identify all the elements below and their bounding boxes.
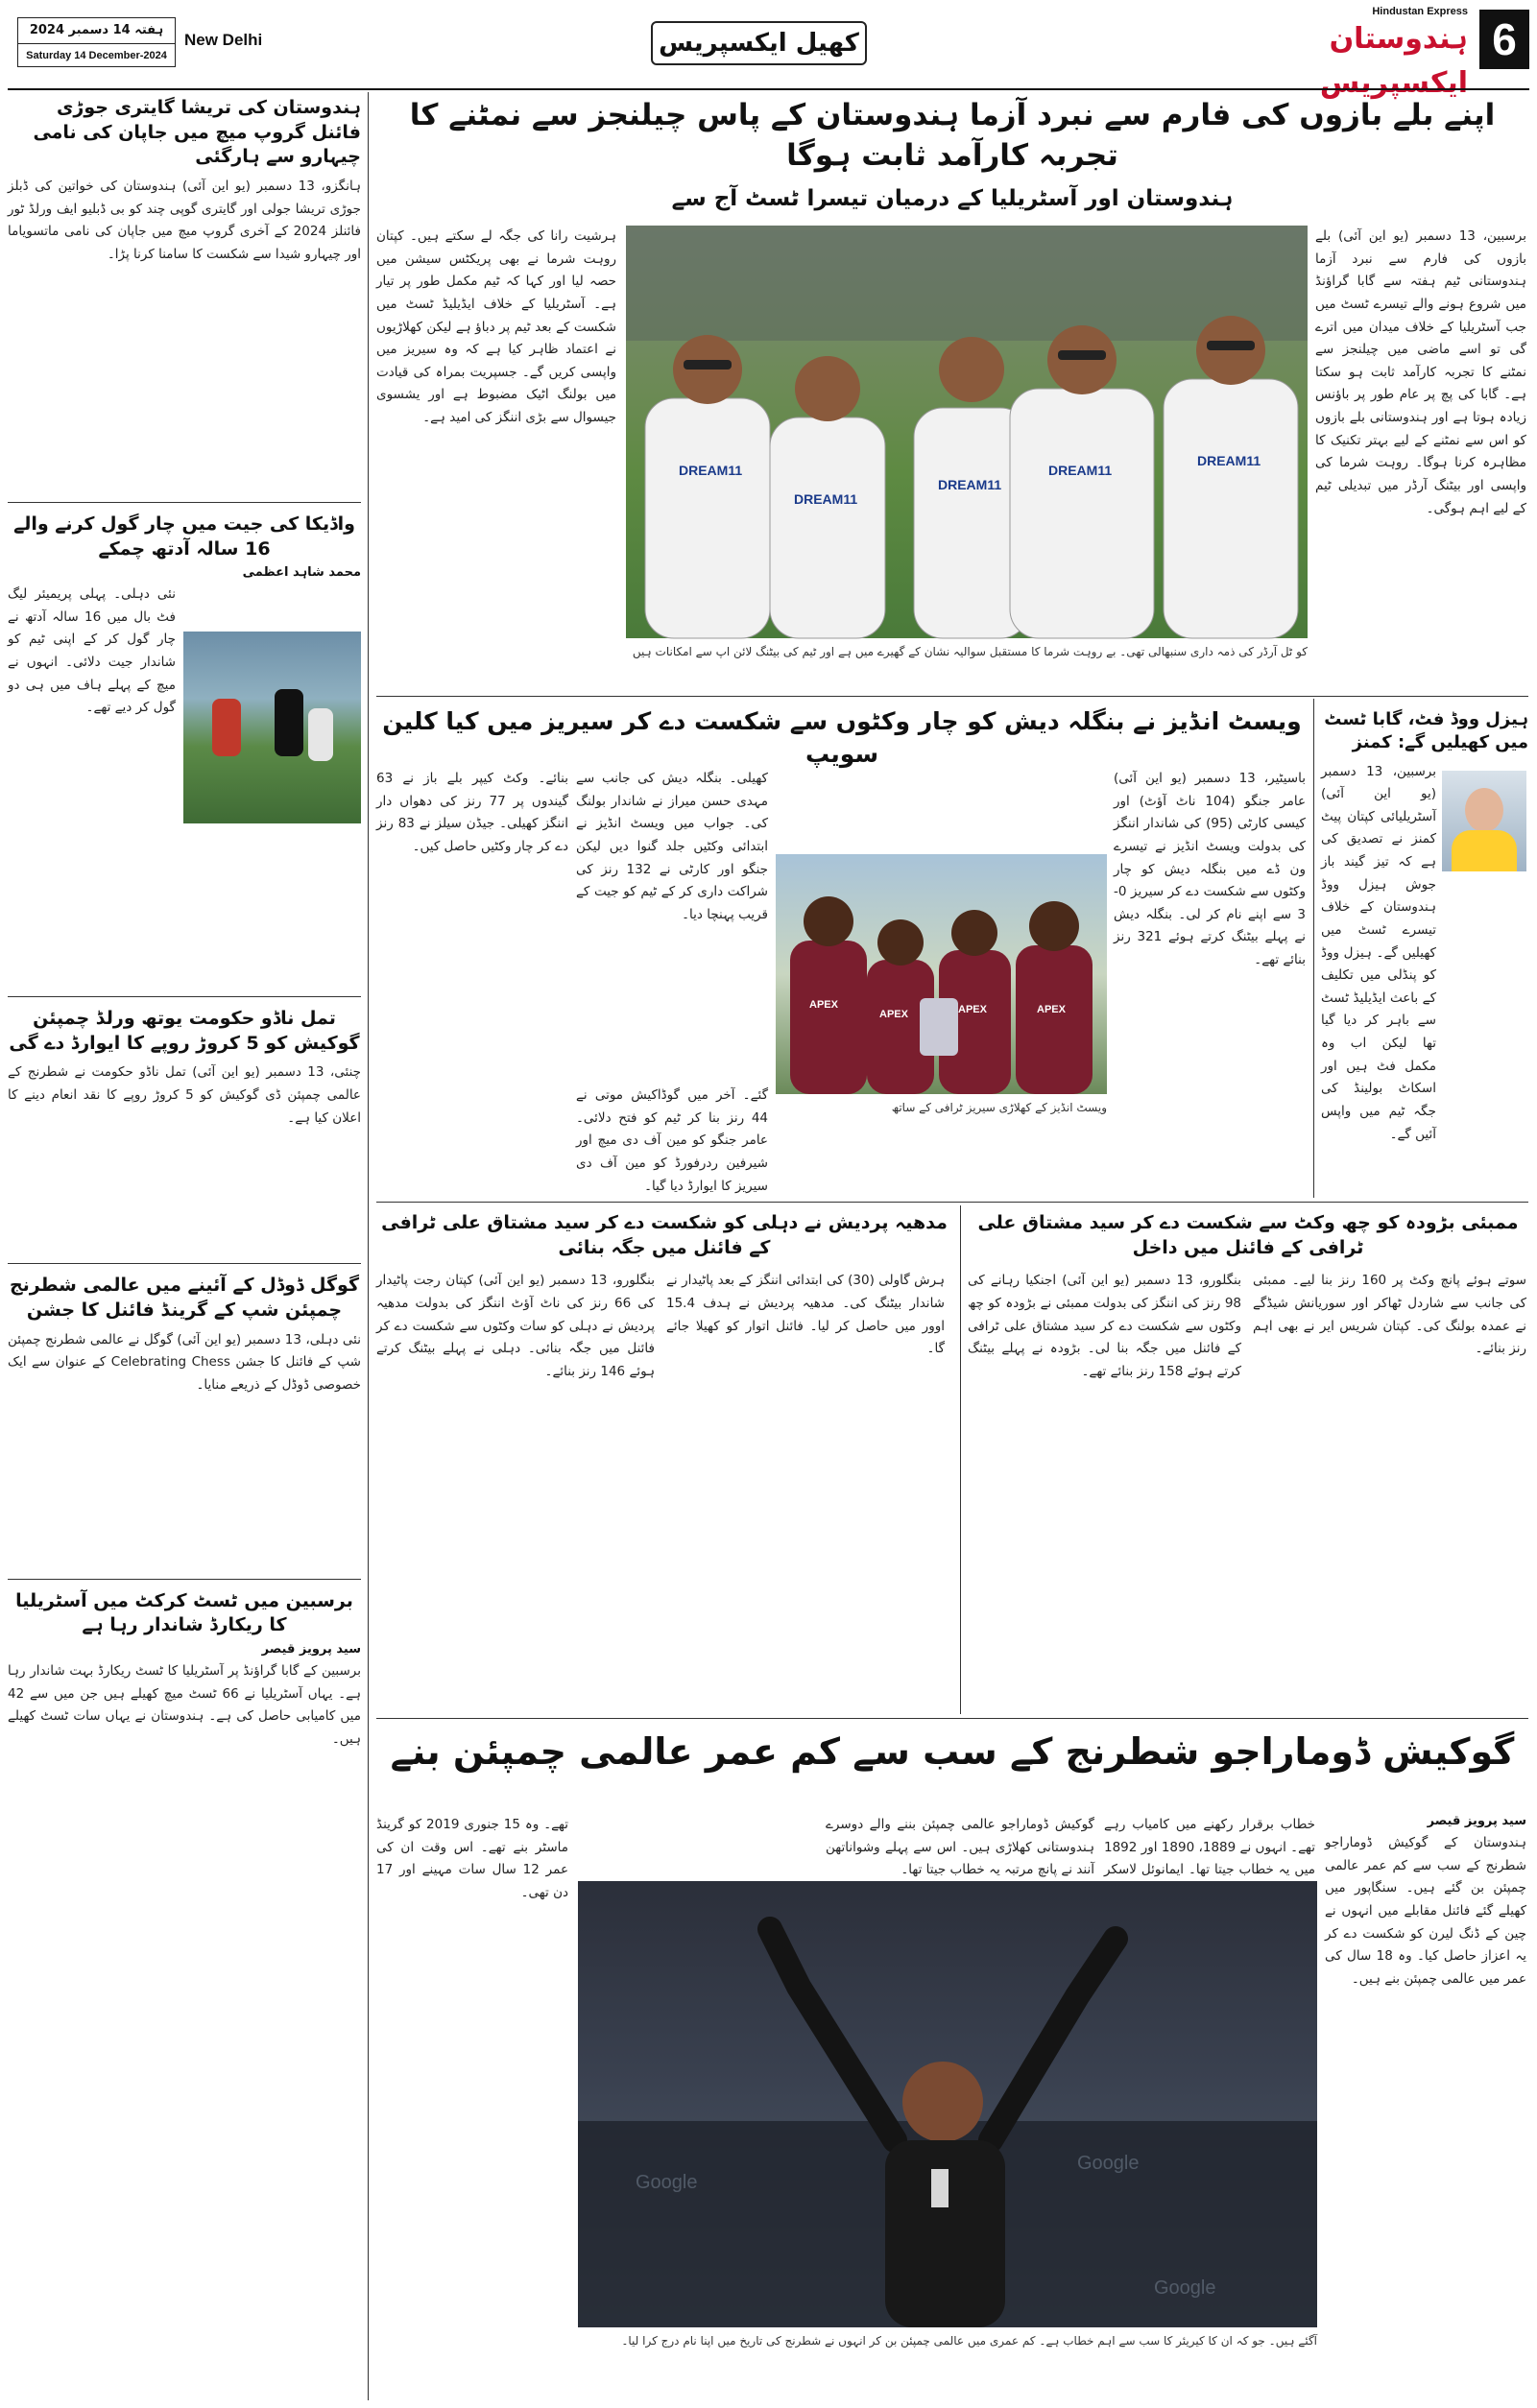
westindies-headline: ویسٹ انڈیز نے بنگلہ دیش کو چار وکٹوں سے شکست دے کر سیریز میں کیا کلین سویپ xyxy=(382,707,1302,768)
players-illustration xyxy=(626,226,1308,638)
google-headline: گوگل ڈوڈل کے آئینے میں عالمی شطرنج چمپئن شپ کے گرینڈ فائنل کا جشن xyxy=(9,1275,359,1322)
gukesh-photo xyxy=(578,1881,1317,2327)
westindies-col4: گئے۔ آخر میں گوڈاکیش موتی نے 44 رنز بنا کر ٹیم کو فتح دلائی۔ عامر جنگو کو مین آف دی میچ اور شیرفین ردرفورڈ کو مین آف دی سیریز کا ایوارڈ دیا گیا۔ xyxy=(576,1087,768,1194)
japan-headline: ہندوستان کی تریشا گایتری جوڑی فائنل گروپ میچ میں جاپان کی نامی چیہارو سے ہارگئی xyxy=(33,97,361,168)
lead-subhead: ہندوستان اور آسٹریلیا کے درمیان تیسرا ٹسٹ آج سے xyxy=(671,185,1234,211)
date-en: Saturday 14 December-2024 xyxy=(26,50,167,61)
cummins-body: برسبین، 13 دسمبر (یو این آئی) آسٹریلیائی کپتان پیٹ کمنز نے تصدیق کی ہے کہ تیز گیند باز جوش ہیزل ووڈ ہندوستان کے خلاف تیسرے ٹسٹ میں کھیلیں گے۔ ہیزل ووڈ کو پنڈلی میں تکلیف کے باعث ایڈیلیڈ ٹسٹ سے باہر کر دیا گیا تھا لیکن اب وہ مکمل فٹ ہیں اور اسکاٹ بولینڈ کی جگہ ٹیم میں واپس آئیں گے۔ xyxy=(1321,763,1436,1142)
gukesh-col3: گوکیش ڈوماراجو عالمی چمپئن بننے والے دوسرے ہندوستانی کھلاڑی ہیں۔ اس سے پہلے وشواناتھن آنند نے پانچ مرتبہ یہ خطاب جیتا تھا۔ xyxy=(826,1817,1094,1878)
svg-text:DREAM11: DREAM11 xyxy=(794,491,858,507)
mp-story xyxy=(376,1211,952,1710)
lead-headline: اپنے بلے بازوں کی فارم سے نبرد آزما ہندوستان کے پاس چیلنجز سے نمٹنے کا تجربہ کارآمد ثابت ہوگا xyxy=(409,98,1496,173)
cummins-box xyxy=(1321,708,1528,1198)
team-india-photo xyxy=(626,226,1308,638)
gukesh-byline: سید پرویز قیصر xyxy=(1427,1814,1526,1828)
svg-text:APEX: APEX xyxy=(958,1004,987,1015)
brand-ur: ہندوستان ایکسپریس xyxy=(1319,22,1468,100)
brand-logo xyxy=(1276,6,1468,100)
football-photo xyxy=(183,632,361,823)
city: New Delhi xyxy=(184,31,263,49)
tn-body: چنئی، 13 دسمبر (یو این آئی) تمل ناڈو حکومت نے شطرنج کے عالمی چمپئن ڈی گوکیش کو 5 کروڑ روپے کا نقد انعام دینے کا اعلان کیا ہے۔ xyxy=(8,1064,361,1126)
svg-text:APEX: APEX xyxy=(809,999,838,1011)
mp-col2: ہرش گاولی (30) کی ابتدائی اننگز کے بعد پاٹیدار نے شاندار بیٹنگ کی۔ مدھیہ پردیش نے ہدف 15.4 اوور میں حاصل کر لیا۔ فائنل اتوار کو کھیلا جائے گا۔ xyxy=(666,1273,945,1357)
gukesh-col1: ہندوستان کے گوکیش ڈوماراجو شطرنج کے سب سے کم عمر عالمی چمپئن بن گئے ہیں۔ سنگاپور میں کھیلے گئے فائنل مقابلے میں انہوں نے چین کے ڈنگ لیرن کو شکست دے کر یہ اعزاز حاصل کیا۔ وہ 18 سال کی عمر میں عالمی چمپئن بنے ہیں۔ xyxy=(1325,1835,1526,1987)
cummins-headline: ہیزل ووڈ فٹ، گابا ٹسٹ میں کھیلیں گے: کمنز xyxy=(1324,709,1528,753)
brand-en: Hindustan Express xyxy=(1372,6,1468,17)
left-column xyxy=(8,96,361,2399)
mumbai-col2: سوتے ہوئے پانچ وکٹ پر 160 رنز بنا لیے۔ ممبئی کی جانب سے شاردل ٹھاکر اور سوریانش شیڈگے نے عمدہ بولنگ کی۔ کپتان شریس ایر نے بھی اہم رنز بنائے۔ xyxy=(1253,1273,1526,1357)
japan-body: ہانگزو، 13 دسمبر (یو این آئی) ہندوستان کی خواتین کی ڈبلز جوڑی تریشا جولی اور گایتری گوپی چند کو بی ڈبلیو ایف ورلڈ ٹور فائنلز 2024 کے آخری گروپ میچ میں جاپان کی نامی ماتسویاما اور چیہارو شیدا سے شکست کا سامنا کرنا پڑا۔ xyxy=(8,178,362,262)
svg-text:APEX: APEX xyxy=(879,1009,908,1020)
svg-text:DREAM11: DREAM11 xyxy=(938,477,1002,492)
westindies-col1: باسیٹیر، 13 دسمبر (یو این آئی) عامر جنگو (104 ناٹ آؤٹ) اور کیسی کارٹی (95) کی شاندار اننگز کی بدولت ویسٹ انڈیز نے تیسرے ون ڈے میں بنگلہ دیش کو چار وکٹوں سے شکست دے کر سیریز 0-3 سے اپنے نام کر لی۔ بنگلہ دیش نے پہلے بیٹنگ کرتے ہوئے 321 رنز بنائے تھے۔ xyxy=(1114,771,1307,967)
brisbane-headline: برسبین میں ٹسٹ کرکٹ میں آسٹریلیا کا ریکارڈ شاندار رہا ہے xyxy=(15,1589,353,1636)
mumbai-headline: ممبئی بڑودہ کو چھ وکٹ سے شکست دے کر سید مشتاق علی ٹرافی کے فائنل میں داخل xyxy=(977,1212,1519,1258)
gukesh-photo-caption: آگئے ہیں۔ جو کہ ان کا کیریئر کا سب سے اہم خطاب ہے۔ کم عمری میں عالمی چمپئن بن کر انہوں نے شطرنج کی تاریخ میں اپنا نام درج کرا لیا۔ xyxy=(621,2334,1317,2348)
date-ur: ہفتہ 14 دسمبر 2024 xyxy=(18,18,175,44)
svg-text:Google: Google xyxy=(1077,2153,1140,2174)
gukesh-col2: خطاب برقرار رکھنے میں کامیاب رہے تھے۔ انہوں نے 1889، 1890 اور 1892 میں یہ خطاب جیتا تھا۔ ایمانوئل لاسکر xyxy=(1104,1817,1315,1878)
westindies-photo-caption: ویسٹ انڈیز کے کھلاڑی سیریز ٹرافی کے ساتھ xyxy=(891,1101,1107,1114)
westindies-col3: بنائے۔ وکٹ کیپر بلے باز نے 63 گیندوں پر 77 رنز کی دھواں دار اننگز کھیلی۔ جیڈن سیلز نے 83 رنز دے کر چار وکٹیں حاصل کیں۔ xyxy=(376,771,569,854)
gukesh-col4: تھے۔ وہ 15 جنوری 2019 کو گرینڈ ماسٹر بنے تھے۔ اس وقت ان کی عمر 12 سال سات مہینے اور 17 دن تھی۔ xyxy=(376,1817,568,1900)
westindies-players xyxy=(776,854,1107,1094)
lead-col2: ہرشیت رانا کی جگہ لے سکتے ہیں۔ کپتان روہت شرما نے بھی پریکٹس سیشن میں حصہ لیا اور کہا کہ ٹیم مکمل طور پر تیار ہے۔ آسٹریلیا کے خلاف ایڈیلیڈ ٹسٹ میں شکست کے بعد ٹیم پر دباؤ ہے لیکن کھلاڑیوں نے اعتماد ظاہر کیا ہے کہ وہ سیریز میں واپسی کریں گے۔ جسپریت بمراہ کی قیادت میں بولنگ اٹیک مضبوط ہے اور یشسوی جیسوال سے بڑی اننگز کی امید ہے۔ xyxy=(376,228,616,425)
masthead xyxy=(0,0,1537,100)
tn-headline: تمل ناڈو حکومت یوتھ ورلڈ چمپئن گوکیش کو 5 کروڑ روپے کا ایوارڈ دے گی xyxy=(9,1008,360,1054)
gukesh-col1-wrap xyxy=(1325,1814,1526,2399)
svg-text:DREAM11: DREAM11 xyxy=(1048,463,1113,478)
odisha-byline: محمد شاہد اعظمی xyxy=(242,565,361,581)
mumbai-col1: بنگلورو، 13 دسمبر (یو این آئی) اجنکیا رہانے کی 98 رنز کی اننگز کی بدولت ممبئی نے بڑودہ کو چھ وکٹوں سے شکست دے کر سید مشتاق علی ٹرافی کے فائنل میں جگہ بنا لی۔ بڑودہ نے پہلے بیٹنگ کرتے ہوئے 158 رنز بنائے تھے۔ xyxy=(968,1273,1242,1379)
brisbane-byline: سید پرویز قیصر xyxy=(261,1642,361,1657)
svg-text:DREAM11: DREAM11 xyxy=(1197,453,1261,468)
lead-photo-caption: کو ٹل آرڈر کی ذمہ داری سنبھالی تھی۔ بے روہت شرما کا مستقبل سوالیہ نشان کے گھیرے میں ہے اور ٹیم کی بیٹنگ لائن اپ سے امکانات ہیں xyxy=(632,645,1308,658)
odisha-headline: واڈیکا کی جیت میں چار گول کرنے والے 16 سالہ آدتھ چمکے xyxy=(13,513,355,560)
lead-col1: برسبین، 13 دسمبر (یو این آئی) بلے بازوں کی فارم سے نبرد آزما ہندوستانی ٹیم ہفتہ سے گابا گراؤنڈ میں شروع ہونے والے تیسرے ٹسٹ میں جب آسٹریلیا کے خلاف میدان میں اترے گی تو اسے ماضی میں چیلنجز سے نمٹنے کا تجربہ کارآمد ثابت ہو سکتا ہے۔ گابا کی پچ پر عام طور پر باؤنس زیادہ ہوتا ہے اور ہندوستانی بلے بازوں کو اس سے نمٹنے کے لیے بہتر تکنیک کا مظاہرہ کرنا ہوگا۔ روہت شرما کی واپسی اور بیٹنگ آرڈر میں تبدیلی ٹیم کے لیے اہم ہوگی۔ xyxy=(1315,228,1526,516)
cummins-photo xyxy=(1442,771,1526,871)
westindies-photo xyxy=(776,854,1107,1094)
mp-col1: بنگلورو، 13 دسمبر (یو این آئی) کپتان رجت پاٹیدار کی 66 رنز کی ناٹ آؤٹ اننگز کی بدولت مدھیہ پردیش نے دہلی کو سات وکٹوں سے شکست دے کر فائنل میں جگہ بنائی۔ دہلی نے پہلے بیٹنگ کرتے ہوئے 146 رنز بنائے۔ xyxy=(376,1273,656,1379)
svg-text:DREAM11: DREAM11 xyxy=(679,463,743,478)
brisbane-body: برسبین کے گابا گراؤنڈ پر آسٹریلیا کا ٹسٹ ریکارڈ بہت شاندار رہا ہے۔ یہاں آسٹریلیا نے 66 ٹسٹ میچ کھیلے ہیں جن میں سے 42 میں کامیابی حاصل کی ہے۔ ہندوستان نے یہاں سات ٹسٹ کھیلے ہیں۔ xyxy=(8,1663,361,1747)
google-body: نئی دہلی، 13 دسمبر (یو این آئی) گوگل نے عالمی شطرنج چمپئن شپ کے فائنل کا جشن Celebrating Chess کے عنوان سے ایک خصوصی ڈوڈل کے ذریعے منایا۔ xyxy=(8,1331,361,1394)
westindies-col2: کھیلی۔ بنگلہ دیش کی جانب سے مہدی حسن میراز نے شاندار بولنگ کی۔ جواب میں ویسٹ انڈیز نے ابتدائی وکٹیں جلد گنوا دیں لیکن جنگو اور کارٹی نے 132 رنز کی شراکت داری کر کے ٹیم کو جیت کے قریب پہنچا دیا۔ xyxy=(576,771,768,922)
gukesh-headline: گوکیش ڈوماراجو شطرنج کے سب سے کم عمر عالمی چمپئن بنے xyxy=(390,1730,1515,1773)
mp-headline: مدھیہ پردیش نے دہلی کو شکست دے کر سید مشتاق علی ٹرافی کے فائنل میں جگہ بنائی xyxy=(381,1212,948,1258)
page-number: 6 xyxy=(1479,10,1529,69)
mumbai-story xyxy=(968,1211,1528,1710)
odisha-body: نئی دہلی۔ پہلی پریمیئر لیگ فٹ بال میں 16 سالہ آدتھ نے چار گول کر کے اپنی ٹیم کو شاندار جیت دلائی۔ انہوں نے میچ کے پہلے ہاف میں ہی دو گول کر دیے تھے۔ xyxy=(8,586,176,716)
gukesh-celebration xyxy=(578,1881,1317,2327)
svg-text:APEX: APEX xyxy=(1037,1004,1066,1015)
svg-text:Google: Google xyxy=(1154,2277,1216,2299)
date-box xyxy=(17,17,176,67)
section-title: کھیل ایکسپریس xyxy=(651,21,867,65)
svg-text:Google: Google xyxy=(636,2172,698,2193)
